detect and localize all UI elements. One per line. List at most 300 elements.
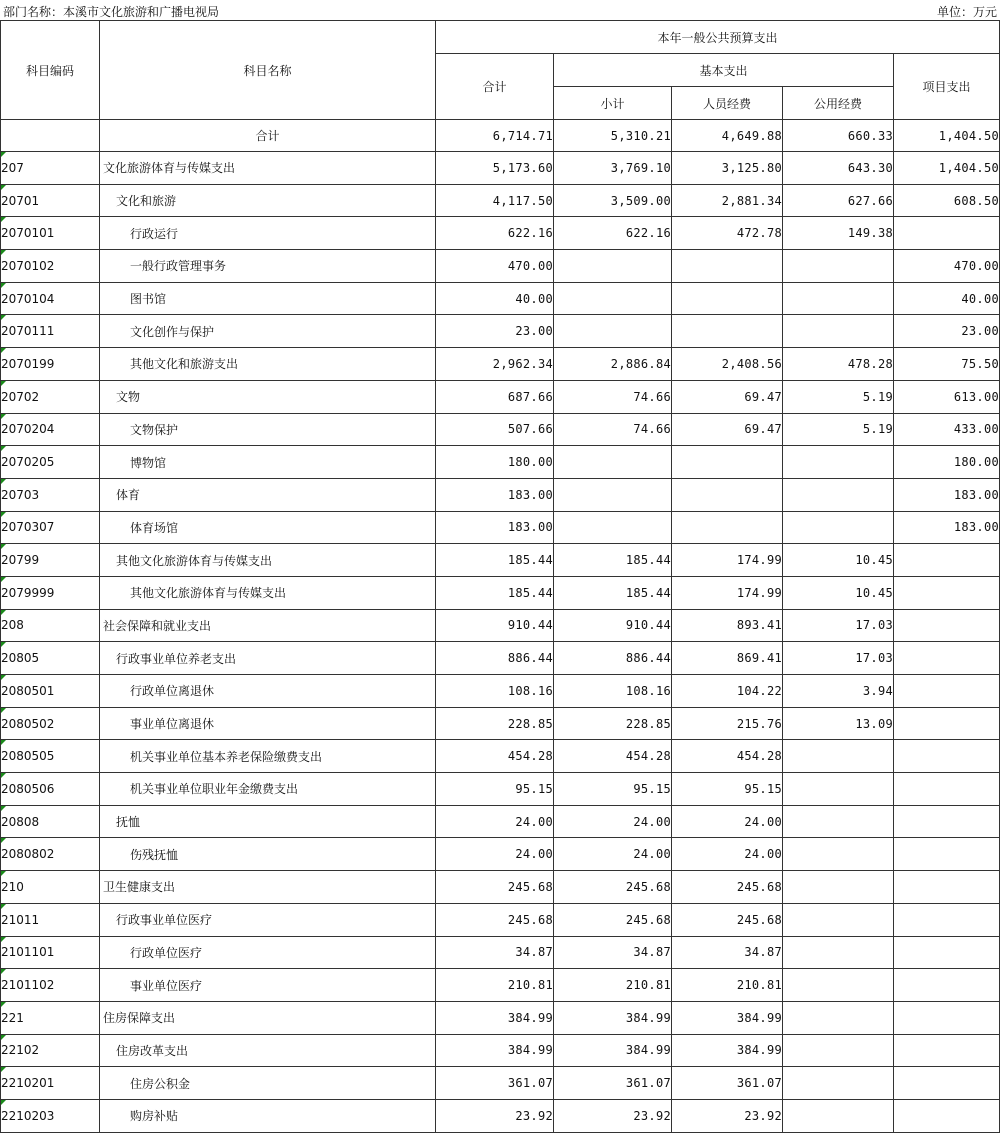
table-row	[1, 446, 1000, 479]
total-cell: 108.16	[436, 675, 554, 708]
name-cell: 行政事业单位养老支出	[100, 642, 436, 675]
personnel-cell: 95.15	[672, 773, 783, 806]
personnel-cell: 24.00	[672, 838, 783, 871]
total-cell: 622.16	[436, 217, 554, 250]
name-cell: 文化创作与保护	[100, 315, 436, 348]
code-text: 2070205	[1, 455, 55, 470]
cell-marker-icon	[1, 838, 6, 843]
total-cell: 23.92	[436, 1099, 554, 1132]
project-cell	[894, 1001, 1000, 1034]
name-cell: 事业单位离退休	[100, 707, 436, 740]
public-cell: 10.45	[783, 576, 894, 609]
project-cell	[894, 936, 1000, 969]
code-text: 2070111	[1, 324, 55, 339]
project-cell	[894, 871, 1000, 904]
project-cell	[894, 609, 1000, 642]
code-cell	[1, 282, 100, 315]
name-cell: 行政运行	[100, 217, 436, 250]
personnel-cell: 2,881.34	[672, 184, 783, 217]
name-cell: 其他文化旅游体育与传媒支出	[100, 544, 436, 577]
name-cell: 文物	[100, 380, 436, 413]
code-text: 2101101	[1, 945, 55, 960]
project-cell	[894, 707, 1000, 740]
subtotal-cell: 95.15	[554, 773, 672, 806]
public-cell: 17.03	[783, 642, 894, 675]
total-cell: 687.66	[436, 380, 554, 413]
total-cell: 24.00	[436, 805, 554, 838]
personnel-cell: 454.28	[672, 740, 783, 773]
summary-total-cell: 6,714.71	[436, 120, 554, 152]
personnel-cell: 34.87	[672, 936, 783, 969]
total-cell: 185.44	[436, 576, 554, 609]
subtotal-cell: 3,509.00	[554, 184, 672, 217]
project-cell: 75.50	[894, 348, 1000, 381]
table-row	[1, 936, 1000, 969]
name-cell: 购房补贴	[100, 1099, 436, 1132]
code-cell	[1, 413, 100, 446]
code-text: 207	[1, 160, 24, 175]
cell-marker-icon	[1, 1002, 6, 1007]
name-cell: 体育场馆	[100, 511, 436, 544]
project-cell	[894, 217, 1000, 250]
project-cell	[894, 838, 1000, 871]
table-row	[1, 805, 1000, 838]
cell-marker-icon	[1, 479, 6, 484]
subtotal-cell: 74.66	[554, 413, 672, 446]
public-cell	[783, 478, 894, 511]
unit-label: 单位：万元	[936, 5, 997, 19]
personnel-cell: 2,408.56	[672, 348, 783, 381]
subtotal-cell: 910.44	[554, 609, 672, 642]
code-text: 2070104	[1, 291, 55, 306]
table-row	[1, 609, 1000, 642]
total-cell: 4,117.50	[436, 184, 554, 217]
table-row	[1, 348, 1000, 381]
subtotal-cell: 210.81	[554, 969, 672, 1002]
name-cell: 图书馆	[100, 282, 436, 315]
cell-marker-icon	[1, 446, 6, 451]
subtotal-cell: 245.68	[554, 871, 672, 904]
table-row	[1, 478, 1000, 511]
project-cell: 433.00	[894, 413, 1000, 446]
personnel-cell: 472.78	[672, 217, 783, 250]
project-cell	[894, 740, 1000, 773]
name-cell: 一般行政管理事务	[100, 250, 436, 283]
personnel-cell: 69.47	[672, 380, 783, 413]
table-row	[1, 1034, 1000, 1067]
public-cell	[783, 936, 894, 969]
total-cell: 507.66	[436, 413, 554, 446]
code-text: 208	[1, 618, 24, 633]
total-cell: 245.68	[436, 903, 554, 936]
name-cell: 事业单位医疗	[100, 969, 436, 1002]
table-row	[1, 250, 1000, 283]
personnel-cell: 174.99	[672, 544, 783, 577]
project-cell: 1,404.50	[894, 152, 1000, 185]
total-cell: 183.00	[436, 511, 554, 544]
cell-marker-icon	[1, 969, 6, 974]
table-row	[1, 871, 1000, 904]
public-cell: 149.38	[783, 217, 894, 250]
code-text: 2210201	[1, 1076, 55, 1091]
name-cell: 伤残抚恤	[100, 838, 436, 871]
name-cell: 住房改革支出	[100, 1034, 436, 1067]
code-cell	[1, 1034, 100, 1067]
name-cell: 行政单位离退休	[100, 675, 436, 708]
personnel-cell: 215.76	[672, 707, 783, 740]
cell-marker-icon	[1, 642, 6, 647]
name-cell: 博物馆	[100, 446, 436, 479]
personnel-cell: 245.68	[672, 871, 783, 904]
cell-marker-icon	[1, 283, 6, 288]
table-row	[1, 576, 1000, 609]
table-row	[1, 740, 1000, 773]
subtotal-cell	[554, 511, 672, 544]
cell-marker-icon	[1, 806, 6, 811]
total-cell: 886.44	[436, 642, 554, 675]
name-cell: 行政单位医疗	[100, 936, 436, 969]
table-row	[1, 152, 1000, 185]
subtotal-cell	[554, 250, 672, 283]
table-row	[1, 903, 1000, 936]
personnel-cell	[672, 511, 783, 544]
table-row	[1, 675, 1000, 708]
subtotal-cell: 361.07	[554, 1067, 672, 1100]
total-cell: 454.28	[436, 740, 554, 773]
personnel-cell: 23.92	[672, 1099, 783, 1132]
cell-marker-icon	[1, 414, 6, 419]
cell-marker-icon	[1, 740, 6, 745]
cell-marker-icon	[1, 1100, 6, 1105]
public-cell: 17.03	[783, 609, 894, 642]
code-text: 20702	[1, 389, 40, 404]
col-header-group: 本年一般公共预算支出	[436, 21, 1000, 54]
name-cell: 文化和旅游	[100, 184, 436, 217]
code-cell	[1, 675, 100, 708]
code-text: 20799	[1, 553, 40, 568]
personnel-cell: 210.81	[672, 969, 783, 1002]
total-cell: 384.99	[436, 1034, 554, 1067]
summary-code-cell	[1, 120, 100, 152]
public-cell	[783, 250, 894, 283]
cell-marker-icon	[1, 675, 6, 680]
public-cell: 478.28	[783, 348, 894, 381]
name-cell: 机关事业单位基本养老保险缴费支出	[100, 740, 436, 773]
personnel-cell: 361.07	[672, 1067, 783, 1100]
code-cell	[1, 315, 100, 348]
department-name: 部门名称：本溪市文化旅游和广播电视局	[3, 5, 220, 19]
name-cell: 文化旅游体育与传媒支出	[100, 152, 436, 185]
project-cell	[894, 1067, 1000, 1100]
code-text: 22102	[1, 1043, 40, 1058]
subtotal-cell: 886.44	[554, 642, 672, 675]
cell-marker-icon	[1, 185, 6, 190]
personnel-cell: 893.41	[672, 609, 783, 642]
code-cell	[1, 642, 100, 675]
subtotal-cell: 24.00	[554, 838, 672, 871]
table-row	[1, 1099, 1000, 1132]
total-cell: 470.00	[436, 250, 554, 283]
cell-marker-icon	[1, 1035, 6, 1040]
subtotal-cell: 2,886.84	[554, 348, 672, 381]
code-text: 221	[1, 1010, 24, 1025]
cell-marker-icon	[1, 315, 6, 320]
project-cell: 613.00	[894, 380, 1000, 413]
code-cell	[1, 576, 100, 609]
cell-marker-icon	[1, 904, 6, 909]
code-text: 2070199	[1, 356, 55, 371]
public-cell	[783, 1034, 894, 1067]
code-text: 2210203	[1, 1108, 55, 1123]
personnel-cell	[672, 315, 783, 348]
public-cell	[783, 903, 894, 936]
project-cell: 183.00	[894, 511, 1000, 544]
code-text: 2079999	[1, 585, 55, 600]
table-row	[1, 544, 1000, 577]
subtotal-cell: 108.16	[554, 675, 672, 708]
project-cell: 40.00	[894, 282, 1000, 315]
public-cell: 5.19	[783, 380, 894, 413]
report-header	[0, 0, 1000, 20]
col-header-code: 科目编码	[1, 21, 100, 120]
code-cell	[1, 217, 100, 250]
subtotal-cell	[554, 282, 672, 315]
public-cell	[783, 282, 894, 315]
cell-marker-icon	[1, 381, 6, 386]
subtotal-cell: 622.16	[554, 217, 672, 250]
cell-marker-icon	[1, 1067, 6, 1072]
total-cell: 5,173.60	[436, 152, 554, 185]
project-cell	[894, 1034, 1000, 1067]
public-cell	[783, 871, 894, 904]
table-row	[1, 315, 1000, 348]
table-row	[1, 773, 1000, 806]
code-cell	[1, 544, 100, 577]
col-header-personnel: 人员经费	[672, 87, 783, 120]
code-text: 21011	[1, 912, 40, 927]
subtotal-cell: 23.92	[554, 1099, 672, 1132]
public-cell	[783, 838, 894, 871]
code-cell	[1, 1099, 100, 1132]
code-cell	[1, 805, 100, 838]
name-cell: 住房公积金	[100, 1067, 436, 1100]
public-cell: 3.94	[783, 675, 894, 708]
code-text: 2080802	[1, 847, 55, 862]
project-cell: 23.00	[894, 315, 1000, 348]
personnel-cell: 3,125.80	[672, 152, 783, 185]
project-cell	[894, 642, 1000, 675]
code-cell	[1, 871, 100, 904]
table-row	[1, 1067, 1000, 1100]
code-cell	[1, 609, 100, 642]
subtotal-cell	[554, 315, 672, 348]
total-cell: 183.00	[436, 478, 554, 511]
col-header-name: 科目名称	[100, 21, 436, 120]
public-cell: 13.09	[783, 707, 894, 740]
total-cell: 210.81	[436, 969, 554, 1002]
code-cell	[1, 380, 100, 413]
code-cell	[1, 511, 100, 544]
cell-marker-icon	[1, 937, 6, 942]
personnel-cell: 174.99	[672, 576, 783, 609]
project-cell: 470.00	[894, 250, 1000, 283]
project-cell: 180.00	[894, 446, 1000, 479]
project-cell	[894, 773, 1000, 806]
table-row	[1, 380, 1000, 413]
table-row	[1, 511, 1000, 544]
col-header-public: 公用经费	[783, 87, 894, 120]
code-text: 2080501	[1, 683, 55, 698]
cell-marker-icon	[1, 610, 6, 615]
personnel-cell	[672, 250, 783, 283]
table-row	[1, 413, 1000, 446]
cell-marker-icon	[1, 871, 6, 876]
total-cell: 361.07	[436, 1067, 554, 1100]
cell-marker-icon	[1, 250, 6, 255]
project-cell	[894, 805, 1000, 838]
project-cell	[894, 544, 1000, 577]
code-cell	[1, 478, 100, 511]
project-cell	[894, 576, 1000, 609]
name-cell: 社会保障和就业支出	[100, 609, 436, 642]
subtotal-cell: 34.87	[554, 936, 672, 969]
personnel-cell	[672, 478, 783, 511]
name-cell: 住房保障支出	[100, 1001, 436, 1034]
project-cell	[894, 1099, 1000, 1132]
code-text: 20805	[1, 651, 40, 666]
code-text: 2070102	[1, 258, 55, 273]
code-text: 2080502	[1, 716, 55, 731]
personnel-cell	[672, 282, 783, 315]
table-row	[1, 184, 1000, 217]
table-row	[1, 707, 1000, 740]
cell-marker-icon	[1, 577, 6, 582]
table-row	[1, 642, 1000, 675]
code-text: 2070101	[1, 226, 55, 241]
subtotal-cell: 245.68	[554, 903, 672, 936]
summary-project-cell: 1,404.50	[894, 120, 1000, 152]
total-cell: 34.87	[436, 936, 554, 969]
public-cell	[783, 1001, 894, 1034]
col-header-basic: 基本支出	[554, 54, 894, 87]
total-cell: 245.68	[436, 871, 554, 904]
col-header-total: 合计	[436, 54, 554, 120]
table-row	[1, 1001, 1000, 1034]
project-cell	[894, 903, 1000, 936]
public-cell	[783, 740, 894, 773]
table-row	[1, 838, 1000, 871]
cell-marker-icon	[1, 348, 6, 353]
code-cell	[1, 1067, 100, 1100]
col-header-subtotal: 小计	[554, 87, 672, 120]
name-cell: 抚恤	[100, 805, 436, 838]
total-cell: 384.99	[436, 1001, 554, 1034]
total-cell: 23.00	[436, 315, 554, 348]
code-cell	[1, 903, 100, 936]
cell-marker-icon	[1, 512, 6, 517]
name-cell: 机关事业单位职业年金缴费支出	[100, 773, 436, 806]
code-cell	[1, 773, 100, 806]
summary-row	[1, 120, 1000, 152]
code-cell	[1, 152, 100, 185]
public-cell	[783, 511, 894, 544]
cell-marker-icon	[1, 773, 6, 778]
name-cell: 其他文化和旅游支出	[100, 348, 436, 381]
project-cell	[894, 969, 1000, 1002]
subtotal-cell: 24.00	[554, 805, 672, 838]
public-cell: 643.30	[783, 152, 894, 185]
col-header-project: 项目支出	[894, 54, 1000, 120]
code-text: 2080506	[1, 781, 55, 796]
name-cell: 行政事业单位医疗	[100, 903, 436, 936]
code-cell	[1, 838, 100, 871]
public-cell	[783, 969, 894, 1002]
total-cell: 24.00	[436, 838, 554, 871]
subtotal-cell: 74.66	[554, 380, 672, 413]
code-text: 20808	[1, 814, 40, 829]
code-cell	[1, 446, 100, 479]
table-row	[1, 282, 1000, 315]
subtotal-cell	[554, 478, 672, 511]
code-text: 2070204	[1, 422, 55, 437]
total-cell: 910.44	[436, 609, 554, 642]
cell-marker-icon	[1, 217, 6, 222]
public-cell	[783, 1099, 894, 1132]
subtotal-cell: 384.99	[554, 1001, 672, 1034]
personnel-cell: 384.99	[672, 1034, 783, 1067]
code-cell	[1, 184, 100, 217]
personnel-cell	[672, 446, 783, 479]
total-cell: 95.15	[436, 773, 554, 806]
name-cell: 其他文化旅游体育与传媒支出	[100, 576, 436, 609]
personnel-cell: 245.68	[672, 903, 783, 936]
total-cell: 180.00	[436, 446, 554, 479]
name-cell: 体育	[100, 478, 436, 511]
code-text: 2070307	[1, 520, 55, 535]
personnel-cell: 869.41	[672, 642, 783, 675]
public-cell: 627.66	[783, 184, 894, 217]
public-cell: 10.45	[783, 544, 894, 577]
table-row	[1, 217, 1000, 250]
code-cell	[1, 936, 100, 969]
public-cell	[783, 1067, 894, 1100]
public-cell: 5.19	[783, 413, 894, 446]
personnel-cell: 384.99	[672, 1001, 783, 1034]
budget-table	[0, 20, 1000, 1133]
table-row	[1, 969, 1000, 1002]
project-cell: 608.50	[894, 184, 1000, 217]
code-cell	[1, 969, 100, 1002]
code-text: 20701	[1, 193, 40, 208]
code-cell	[1, 250, 100, 283]
subtotal-cell: 185.44	[554, 576, 672, 609]
code-text: 2080505	[1, 749, 55, 764]
summary-subtotal-cell: 5,310.21	[554, 120, 672, 152]
subtotal-cell: 228.85	[554, 707, 672, 740]
summary-name-cell: 合计	[100, 120, 436, 152]
code-text: 2101102	[1, 978, 55, 993]
code-cell	[1, 707, 100, 740]
name-cell: 文物保护	[100, 413, 436, 446]
cell-marker-icon	[1, 152, 6, 157]
code-cell	[1, 740, 100, 773]
subtotal-cell: 384.99	[554, 1034, 672, 1067]
code-cell	[1, 348, 100, 381]
cell-marker-icon	[1, 544, 6, 549]
summary-public-cell: 660.33	[783, 120, 894, 152]
public-cell	[783, 446, 894, 479]
public-cell	[783, 773, 894, 806]
